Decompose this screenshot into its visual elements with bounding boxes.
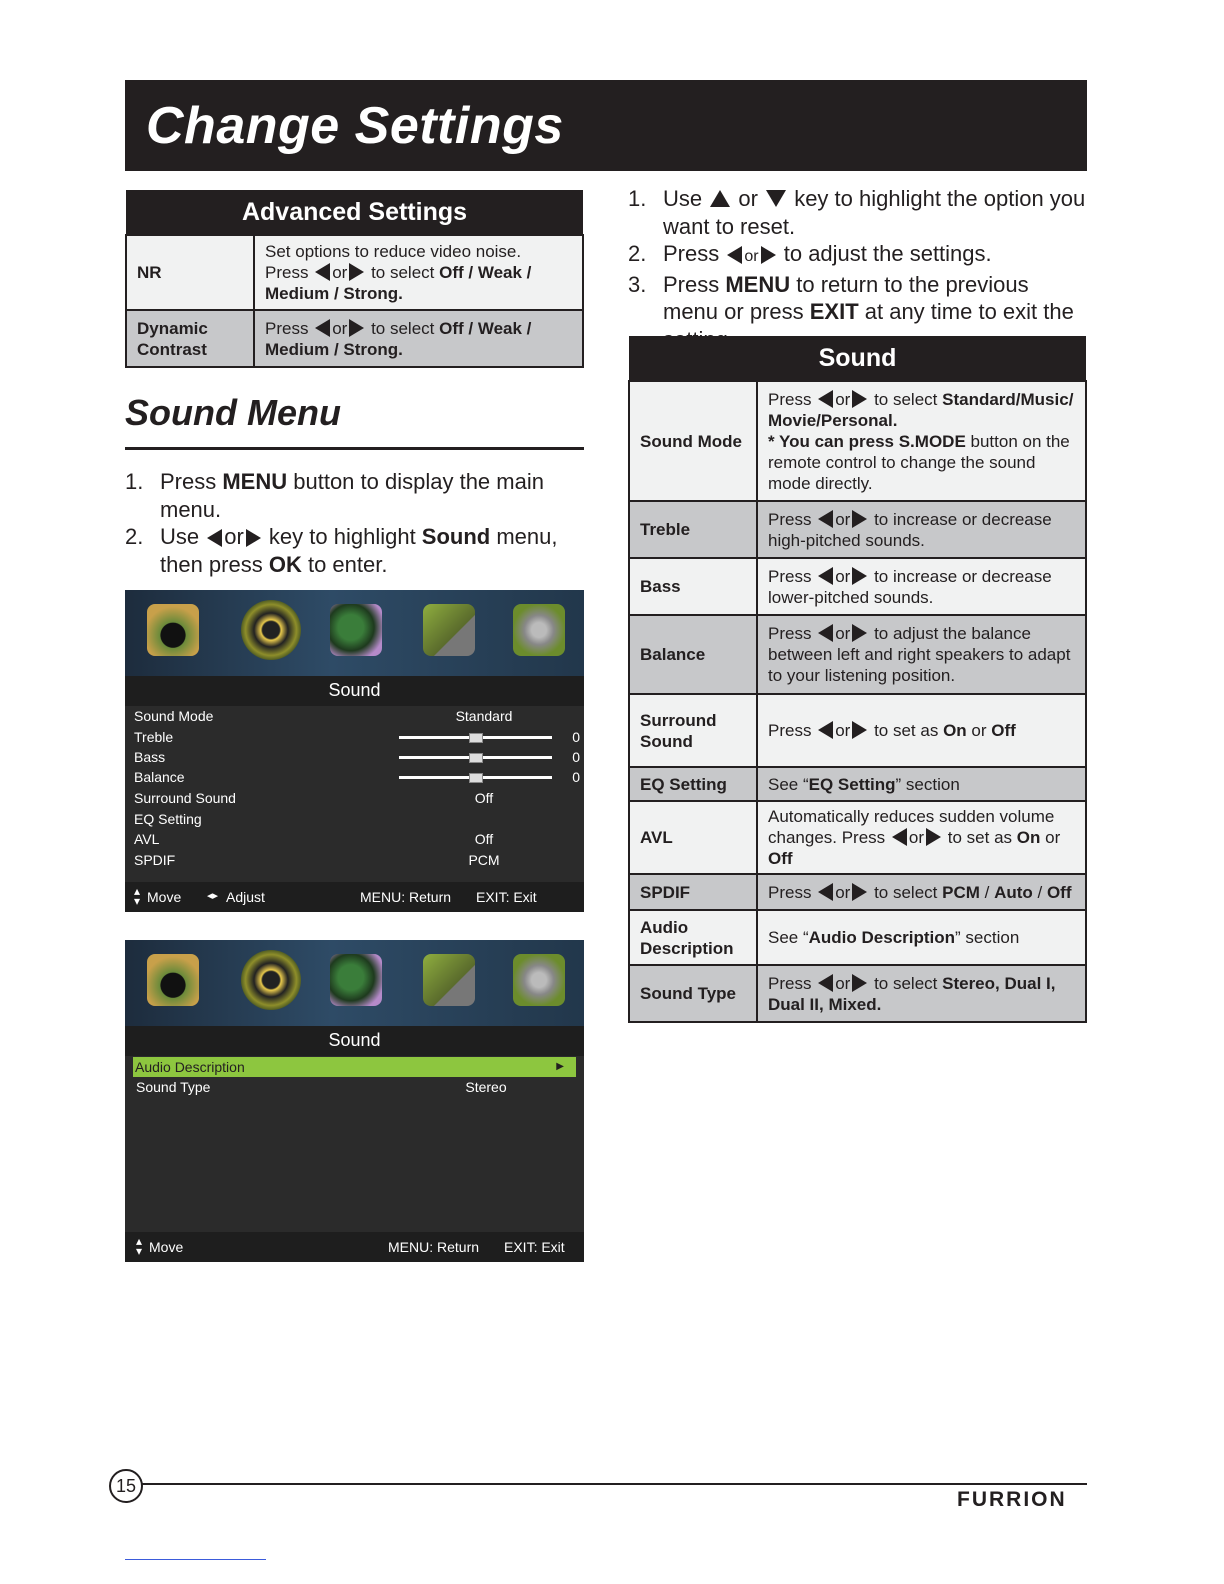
treble-label: Treble <box>629 501 757 558</box>
right-arrow-icon <box>852 567 867 585</box>
right-arrow-icon <box>246 529 261 547</box>
left-arrow-icon <box>818 510 833 528</box>
osd-row-balance[interactable]: Balance 0 <box>134 769 580 785</box>
section-divider <box>125 447 584 450</box>
section-title: Sound Menu <box>125 392 341 433</box>
sound-table-title: Sound <box>629 336 1086 381</box>
left-arrow-icon <box>818 390 833 408</box>
left-arrow-icon <box>818 883 833 901</box>
osd-row-audio-description[interactable]: Audio Description ▶ <box>133 1057 576 1077</box>
right-arrow-icon <box>349 319 364 337</box>
bass-description: Press or to increase or decrease lower-pitched sounds. <box>757 558 1086 615</box>
osd-title: Sound <box>328 680 381 700</box>
left-arrow-icon <box>818 721 833 739</box>
osd-row-eq-setting[interactable]: EQ Setting <box>134 811 202 827</box>
left-arrow-icon <box>727 246 742 264</box>
channel-icon <box>330 954 382 1006</box>
dynamic-contrast-description: Press or to select Off / Weak / Medium / Strong. <box>254 310 583 367</box>
osd-sound-menu-1 <box>125 590 584 912</box>
spdif-label: SPDIF <box>629 874 757 910</box>
link-underline <box>125 1559 266 1560</box>
sound-type-description: Press or to select Stereo, Dual I, Dual II, Mixed. <box>757 965 1086 1022</box>
audio-description-label: Audio Description <box>629 910 757 965</box>
eq-setting-description: See “EQ Setting” section <box>757 767 1086 801</box>
osd-footer: ▴ ▾ Move ◂▸ Adjust MENU: Return EXIT: Exit <box>125 882 584 912</box>
balance-label: Balance <box>629 615 757 694</box>
page-title: Change Settings <box>146 97 564 155</box>
chevron-right-icon: ▶ <box>556 1061 564 1072</box>
bass-slider[interactable] <box>399 756 552 759</box>
lock-icon <box>423 604 475 656</box>
reset-steps <box>628 185 1087 353</box>
avl-label: AVL <box>629 801 757 874</box>
list-item: 2. Press or to adjust the settings. <box>628 241 992 266</box>
osd-row-treble[interactable]: Treble 0 <box>134 729 580 745</box>
leftright-icon: ◂▸ <box>207 890 219 902</box>
osd-icon-bar <box>125 590 584 676</box>
right-arrow-icon <box>761 246 776 264</box>
osd-row-surround-sound[interactable]: Surround Sound Off <box>134 790 494 806</box>
treble-description: Press or to increase or decrease high-pitched sounds. <box>757 501 1086 558</box>
up-arrow-icon <box>710 190 730 207</box>
right-arrow-icon <box>852 510 867 528</box>
dynamic-contrast-label: Dynamic Contrast <box>126 310 254 367</box>
osd-row-bass[interactable]: Bass 0 <box>134 749 580 765</box>
osd-icon-bar <box>125 940 584 1026</box>
channel-icon <box>330 604 382 656</box>
advanced-settings-title: Advanced Settings <box>126 190 583 235</box>
updown-icon: ▴ ▾ <box>136 1234 143 1258</box>
left-arrow-icon <box>892 828 907 846</box>
sound-icon <box>241 950 301 1010</box>
lock-icon <box>423 954 475 1006</box>
right-arrow-icon <box>926 828 941 846</box>
balance-slider[interactable] <box>399 776 552 779</box>
down-arrow-icon <box>766 190 786 207</box>
left-arrow-icon <box>315 263 330 281</box>
updown-icon: ▴ ▾ <box>134 884 141 908</box>
osd-row-avl[interactable]: AVL Off <box>134 831 494 847</box>
left-arrow-icon <box>207 529 222 547</box>
gear-icon <box>513 954 565 1006</box>
sound-icon <box>241 600 301 660</box>
right-arrow-icon <box>852 390 867 408</box>
sound-menu-steps <box>125 468 565 578</box>
footer-divider <box>140 1483 1087 1485</box>
surround-sound-description: Press or to set as On or Off <box>757 694 1086 767</box>
nr-description: Set options to reduce video noise. Press or to select Off / Weak / Medium / Strong. <box>254 235 583 310</box>
slider-knob[interactable] <box>469 773 483 783</box>
gear-icon <box>513 604 565 656</box>
avl-description: Automatically reduces sudden volume changes. Press or to set as On or Off <box>757 801 1086 874</box>
right-arrow-icon <box>852 883 867 901</box>
list-item: 1. Press MENU button to display the main menu. <box>125 469 544 522</box>
sound-mode-label: Sound Mode <box>629 381 757 501</box>
eq-setting-label: EQ Setting <box>629 767 757 801</box>
surround-sound-label: Surround Sound <box>629 694 757 767</box>
sound-settings-table <box>628 336 1087 1023</box>
slider-knob[interactable] <box>469 753 483 763</box>
audio-description-description: See “Audio Description” section <box>757 910 1086 965</box>
osd-title: Sound <box>328 1030 381 1050</box>
right-arrow-icon <box>852 624 867 642</box>
bass-label: Bass <box>629 558 757 615</box>
balance-description: Press or to adjust the balance between left and right speakers to adapt to your listening position. <box>757 615 1086 694</box>
list-item: 3. Press MENU to return to the previous menu or press EXIT at any time to exit the <box>628 271 1074 324</box>
sound-type-label: Sound Type <box>629 965 757 1022</box>
osd-row-sound-mode[interactable]: Sound Mode Standard <box>134 708 513 724</box>
left-arrow-icon <box>315 319 330 337</box>
picture-icon <box>147 954 199 1006</box>
left-arrow-icon <box>818 974 833 992</box>
nr-label: NR <box>126 235 254 310</box>
list-item: 2. Use or key to highlight Sound menu, then press OK to enter. <box>125 524 558 577</box>
picture-icon <box>147 604 199 656</box>
right-arrow-icon <box>852 721 867 739</box>
right-arrow-icon <box>349 263 364 281</box>
list-item: 1. Use or key to highlight the option you want to reset. <box>628 186 1086 239</box>
right-arrow-icon <box>852 974 867 992</box>
left-arrow-icon <box>818 624 833 642</box>
left-arrow-icon <box>818 567 833 585</box>
spdif-description: Press or to select PCM / Auto / Off <box>757 874 1086 910</box>
osd-row-sound-type[interactable]: Sound Type Stereo <box>136 1079 507 1095</box>
slider-knob[interactable] <box>469 733 483 743</box>
treble-slider[interactable] <box>399 736 552 739</box>
advanced-settings-table <box>125 190 584 368</box>
osd-sound-menu-2 <box>125 940 584 1262</box>
brand-logo: FURRION <box>957 1488 1067 1511</box>
osd-footer: ▴ ▾ Move MENU: Return EXIT: Exit <box>125 1232 584 1262</box>
sound-mode-description: Press or to select Standard/Music/ Movie/Personal. * You can press S.MODE button on the remote control to change the sound mode directly. <box>757 381 1086 501</box>
page-number: 15 <box>109 1469 143 1503</box>
osd-row-spdif[interactable]: SPDIF PCM <box>134 852 500 868</box>
